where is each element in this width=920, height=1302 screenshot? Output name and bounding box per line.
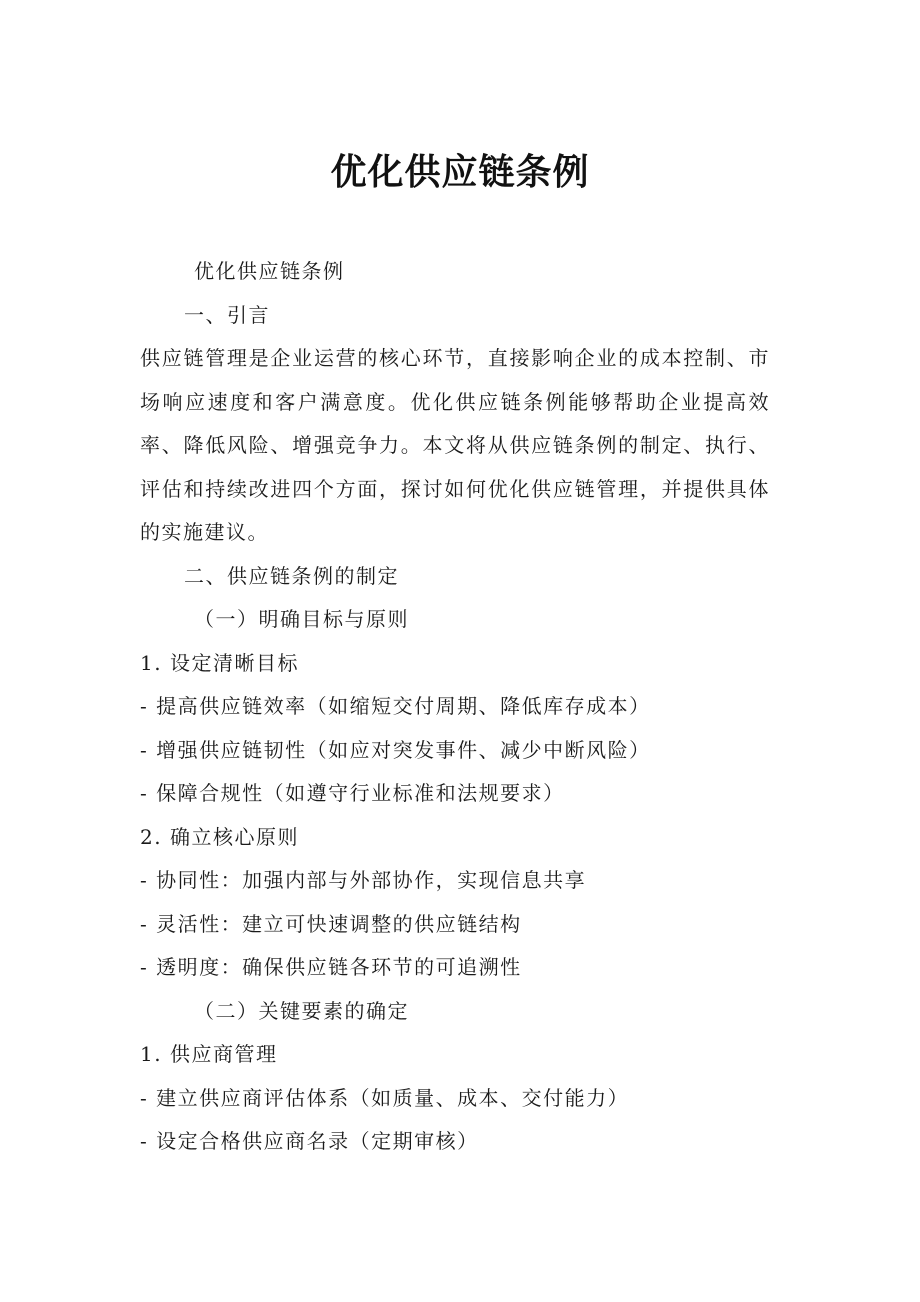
subsection-heading-key-elements: （二）关键要素的确定 (194, 998, 409, 1023)
list-item: - 建立供应商评估体系（如质量、成本、交付能力） (140, 1085, 630, 1110)
list-item: - 设定合格供应商名录（定期审核） (140, 1129, 479, 1153)
item-heading-core-principles: 2. 确立核心原则 (140, 824, 299, 849)
subsection-heading-goals-principles: （一）明确目标与原则 (194, 607, 409, 631)
item-heading-set-goals: 1. 设定清晰目标 (140, 650, 299, 675)
document-body (140, 250, 780, 1164)
document-subtitle: 优化供应链条例 (194, 259, 345, 283)
list-item: - 灵活性：建立可快速调整的供应链结构 (140, 911, 522, 936)
introduction-paragraph: 供应链管理是企业运营的核心环节，直接影响企业的成本控制、市场响应速度和客户满意度。优化供应链条例能够帮助企业提高效率、降低风险、增强竞争力。本文将从供应链条例的制定、执行、评估和持续改进四个方面，探讨如何优化供应链管理，并提供具体的实施建议。 (140, 346, 770, 544)
list-item: - 提高供应链效率（如缩短交付周期、降低库存成本） (140, 694, 651, 718)
list-item: - 协同性：加强内部与外部协作，实现信息共享 (140, 868, 587, 892)
list-item: - 保障合规性（如遵守行业标准和法规要求） (140, 781, 565, 805)
section-heading-formulation: 二、供应链条例的制定 (184, 563, 399, 588)
list-item: - 透明度：确保供应链各环节的可追溯性 (140, 955, 522, 979)
document-title: 优化供应链条例 (330, 152, 590, 193)
section-heading-introduction: 一、引言 (184, 302, 270, 327)
list-item: - 增强供应链韧性（如应对突发事件、减少中断风险） (140, 737, 651, 762)
item-heading-supplier-management: 1. 供应商管理 (140, 1042, 278, 1066)
